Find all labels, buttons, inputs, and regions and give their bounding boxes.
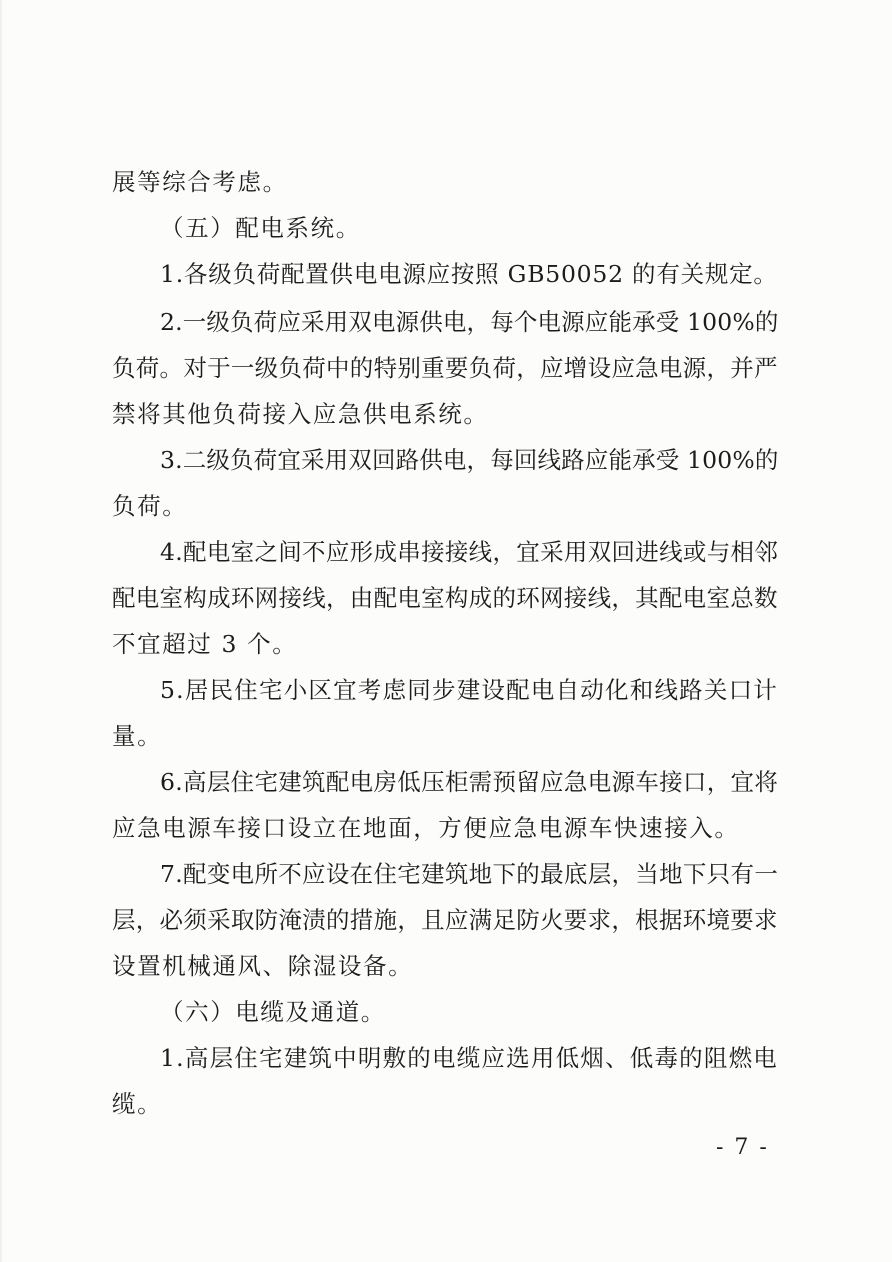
paragraph-line: 量。 (112, 722, 163, 750)
scan-edge-shadow (0, 0, 3, 1262)
paragraph-line: 1.高层住宅建筑中明敷的电缆应选用低烟、低毒的阻燃电 (160, 1044, 779, 1072)
paragraph-line: 5.居民住宅小区宜考虑同步建设配电自动化和线路关口计 (160, 676, 779, 704)
paragraph-line: 缆。 (112, 1090, 163, 1118)
page-number: - 7 - (716, 1135, 769, 1160)
paragraph-line: 4.配电室之间不应形成串接接线，宜采用双回进线或与相邻 (160, 538, 779, 566)
paragraph-line: 应急电源车接口设立在地面，方便应急电源车快速接入。 (112, 814, 740, 842)
paragraph-line: 负荷。对于一级负荷中的特别重要负荷，应增设应急电源，并严 (112, 354, 778, 382)
paragraph-line: 6.高层住宅建筑配电房低压柜需预留应急电源车接口，宜将 (160, 768, 779, 796)
paragraph-line: 2.一级负荷应采用双电源供电，每个电源应能承受 100%的 (160, 308, 779, 336)
section-heading-cables-and-channels: （六）电缆及通道。 (160, 998, 386, 1026)
paragraph-line: 不宜超过 3 个。 (112, 630, 298, 658)
section-heading-power-distribution: （五）配电系统。 (160, 214, 361, 242)
paragraph-line: 禁将其他负荷接入应急供电系统。 (112, 400, 489, 428)
paragraph-line: 3.二级负荷宜采用双回路供电，每回线路应能承受 100%的 (160, 446, 779, 474)
paragraph-line: 层，必须采取防淹渍的措施，且应满足防火要求，根据环境要求 (112, 906, 778, 934)
paragraph-line: 配电室构成环网接线，由配电室构成的环网接线，其配电室总数 (112, 584, 778, 612)
paragraph-line: 7.配变电所不应设在住宅建筑地下的最底层，当地下只有一 (160, 860, 779, 888)
paragraph-line: 设置机械通风、除湿设备。 (112, 952, 414, 980)
paragraph-line: 负荷。 (112, 492, 188, 520)
paragraph-line-continuation: 展等综合考虑。 (112, 168, 288, 196)
paragraph-line: 1.各级负荷配置供电电源应按照 GB50052 的有关规定。 (160, 260, 778, 288)
